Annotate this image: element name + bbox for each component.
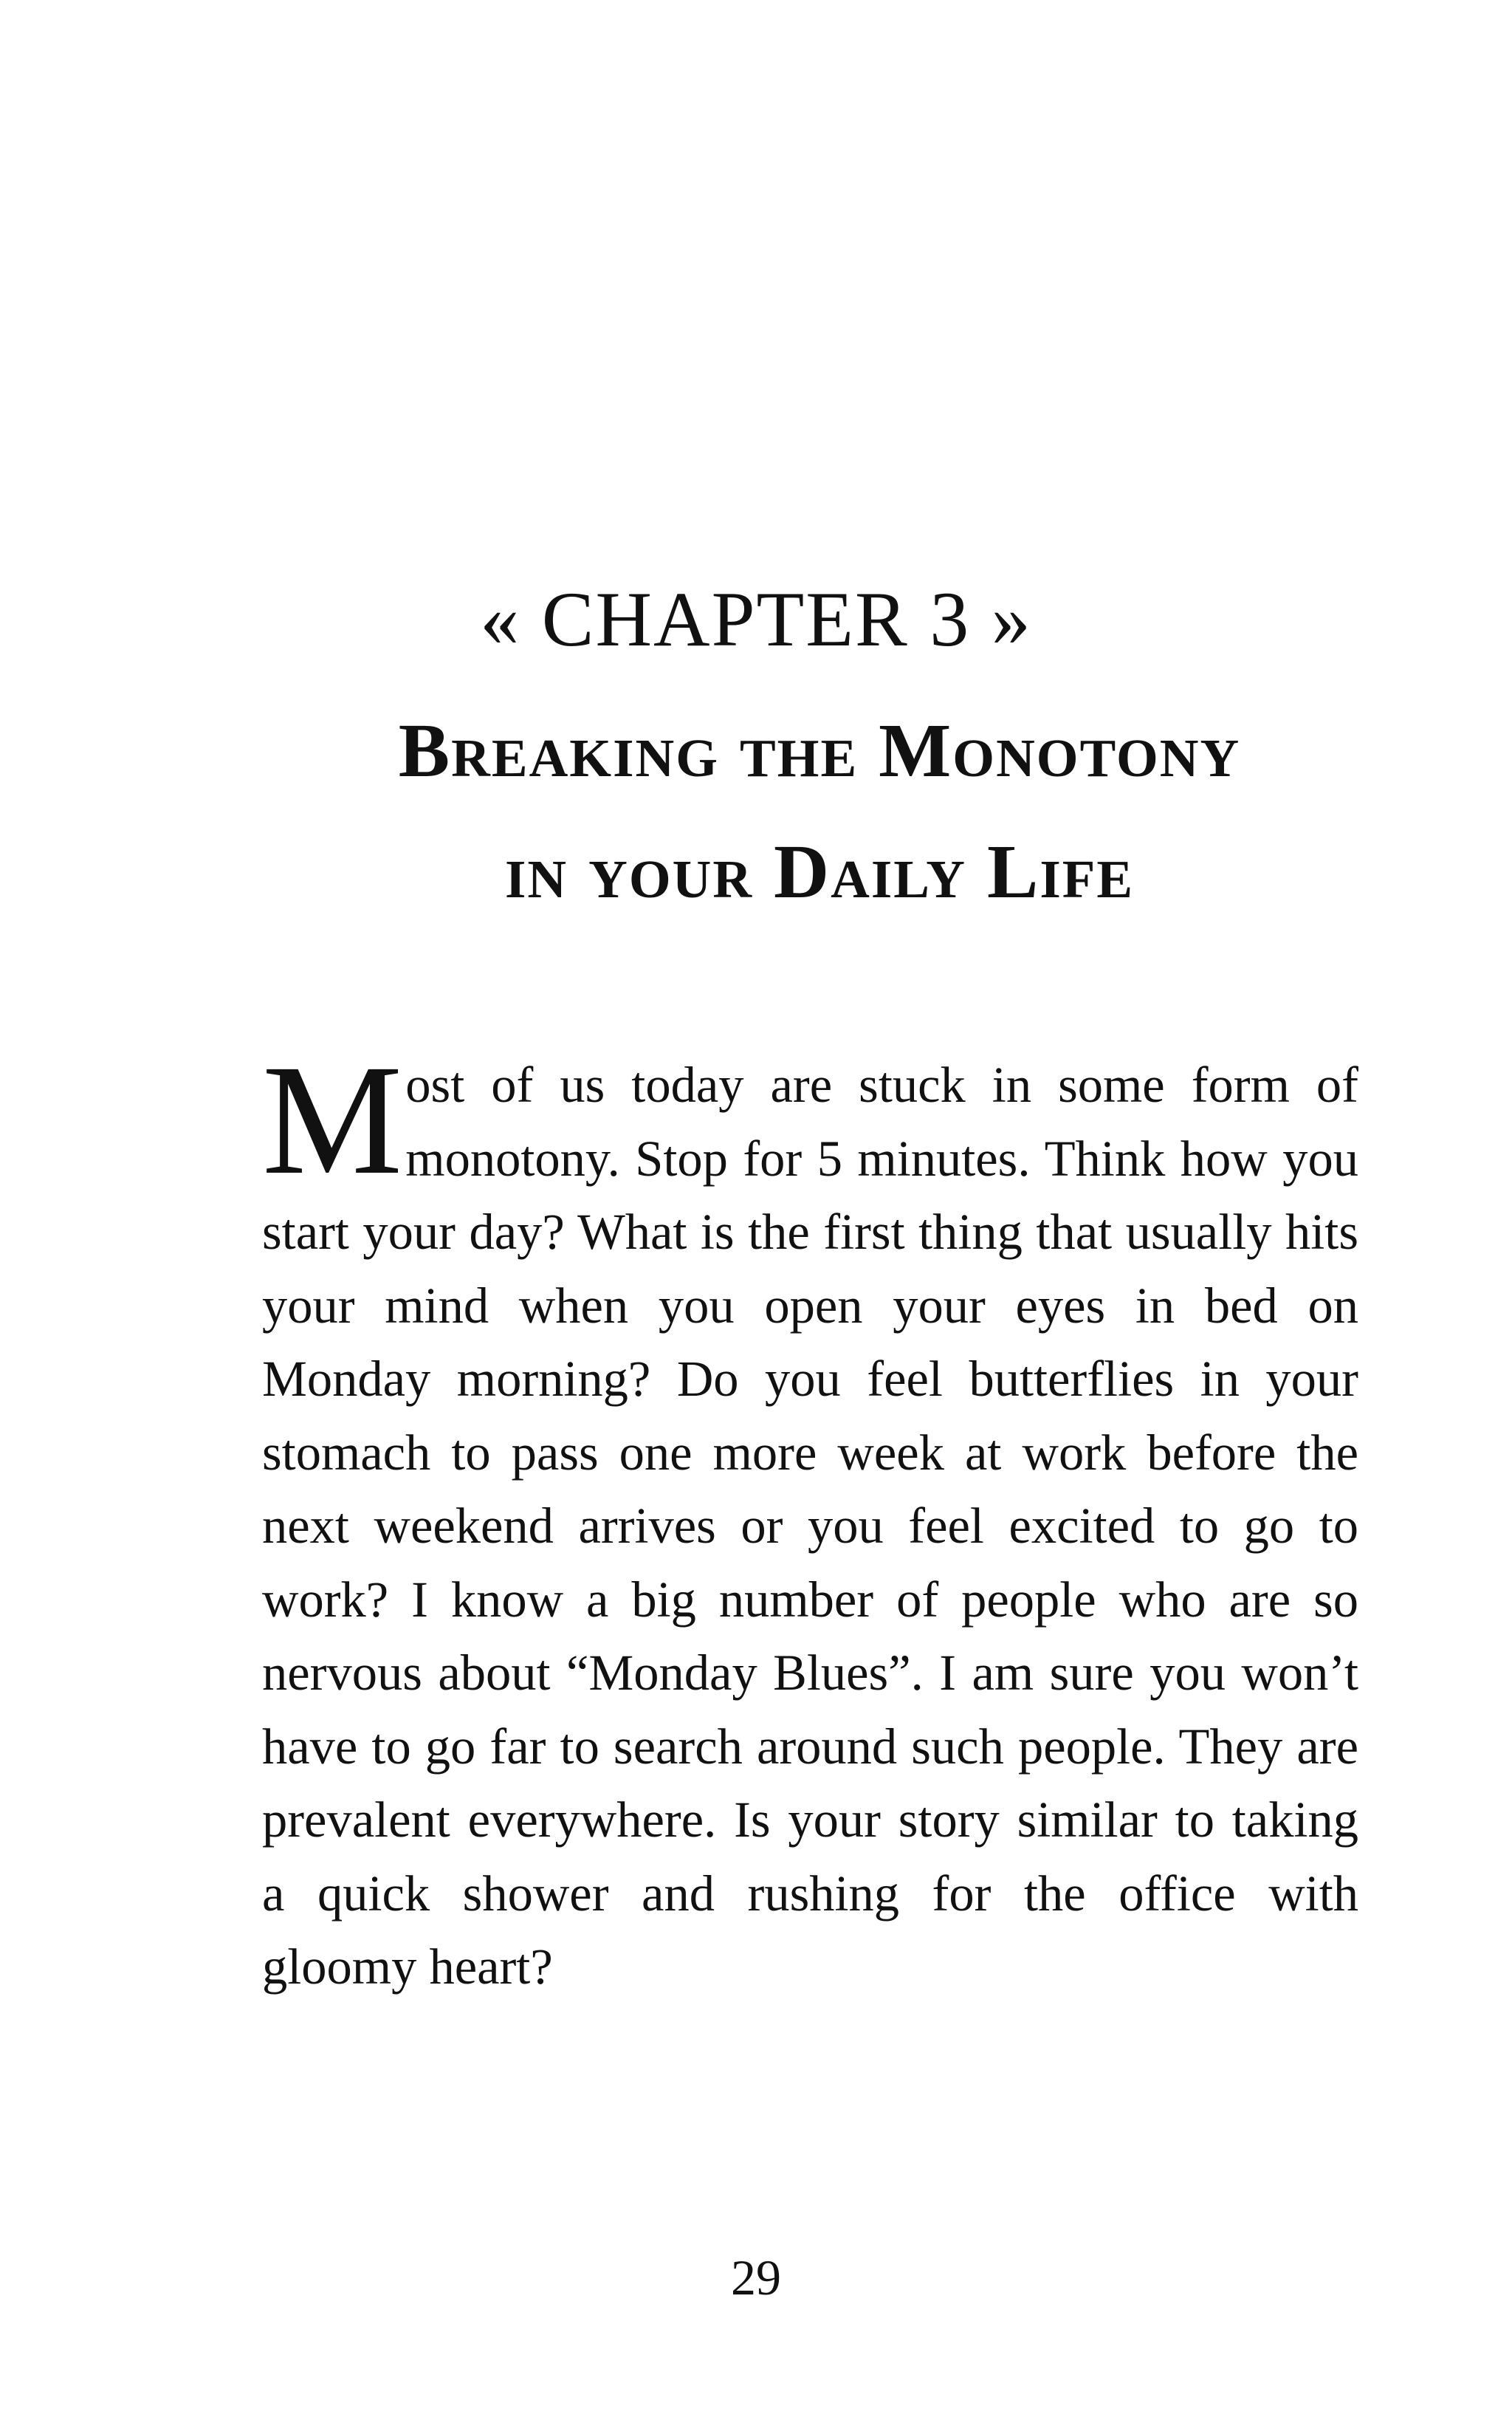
chapter-title-line-1: Breaking the Monotony (398, 708, 1241, 793)
chapter-title (251, 690, 1388, 933)
chapter-title-line-2: in your Daily Life (504, 829, 1135, 914)
chapter-label: « CHAPTER 3 » (480, 576, 1032, 662)
page-number: 29 (731, 2249, 781, 2306)
body-paragraph (262, 1032, 1358, 2004)
body-paragraph-text: ost of us today are stuck in some form of monotony. Stop for 5 minutes. Think how you start your day? What is the first thing that usually hits your mind when you open your eyes in bed on Monday morning? Do you feel butterflies in your stomach to pass one more week at work before the next weekend arrives or you feel excited to go to work? I know a big number of people who are so nervous about “Monday Blues”. I am sure you won’t have to go far to search around such people. They are prevalent everywhere. Is your story similar to taking a quick shower and rushing for the office with gloomy heart? (262, 1057, 1358, 1995)
drop-cap: M (262, 1032, 403, 1207)
